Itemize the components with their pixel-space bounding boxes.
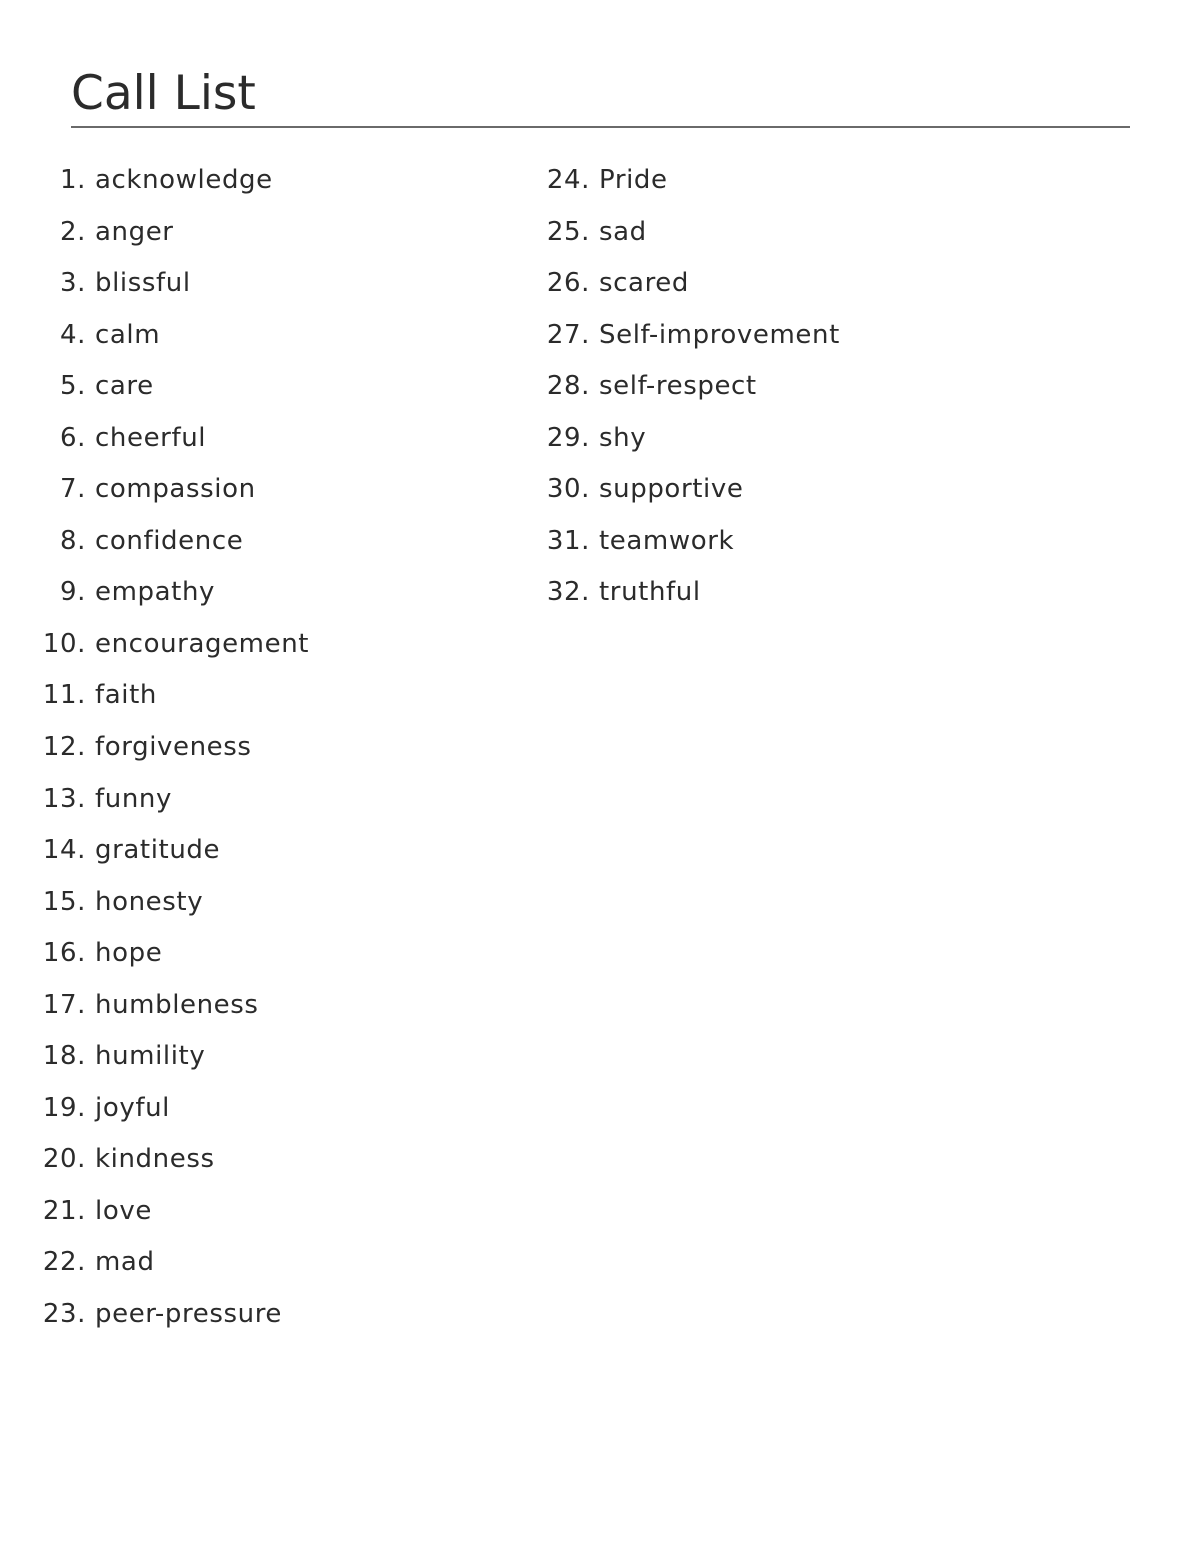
item-word: supportive [599, 474, 744, 505]
list-item [30, 629, 309, 681]
list-item [30, 1196, 309, 1248]
item-number: 10. [42, 628, 86, 659]
item-number: 30. [546, 474, 590, 505]
list-item [30, 577, 309, 629]
item-number: 3. [59, 268, 86, 299]
item-word: gratitude [95, 835, 221, 866]
item-word: Pride [599, 165, 668, 195]
item-number: 7. [59, 474, 86, 505]
item-word: self-respect [599, 371, 757, 402]
item-number: 31. [546, 525, 590, 556]
list-item [30, 526, 309, 578]
list-item [30, 423, 309, 475]
item-number: 12. [42, 732, 86, 763]
item-number: 21. [42, 1195, 86, 1226]
list-item [30, 680, 309, 732]
call-list-right-column [518, 165, 840, 629]
list-item [30, 165, 309, 217]
title-underline [71, 126, 1130, 128]
item-number: 13. [42, 783, 86, 814]
list-item [30, 1041, 309, 1093]
list-item [518, 268, 840, 320]
item-number: 6. [59, 422, 86, 453]
item-word: Self-improvement [599, 319, 840, 350]
item-number: 11. [42, 680, 86, 711]
item-number: 20. [42, 1144, 86, 1175]
item-number: 4. [59, 319, 86, 350]
item-word: sad [599, 216, 647, 247]
item-number: 15. [42, 886, 86, 917]
item-number: 24. [546, 165, 590, 195]
list-item [30, 1299, 309, 1351]
item-word: compassion [95, 474, 256, 505]
list-item [518, 526, 840, 578]
list-item [30, 217, 309, 269]
item-word: faith [95, 680, 157, 711]
list-item [30, 474, 309, 526]
item-number: 17. [42, 989, 86, 1020]
list-item [30, 1093, 309, 1145]
item-word: cheerful [95, 422, 207, 453]
list-item [30, 320, 309, 372]
item-word: kindness [95, 1144, 215, 1175]
item-word: scared [599, 268, 689, 299]
item-word: joyful [95, 1092, 170, 1123]
item-number: 19. [42, 1092, 86, 1123]
item-word: encouragement [95, 628, 310, 659]
call-list-left-column [30, 165, 309, 1351]
item-word: humility [95, 1041, 206, 1072]
item-number: 5. [59, 371, 86, 402]
list-item [518, 320, 840, 372]
list-item [30, 1144, 309, 1196]
item-number: 8. [59, 525, 86, 556]
item-word: humbleness [95, 989, 259, 1020]
list-item [518, 165, 840, 217]
item-word: shy [599, 422, 647, 453]
item-word: blissful [95, 268, 191, 299]
list-item [518, 577, 840, 629]
item-number: 14. [42, 835, 86, 866]
list-item [30, 990, 309, 1042]
item-number: 9. [59, 577, 86, 608]
item-number: 28. [546, 371, 590, 402]
item-word: funny [95, 783, 172, 814]
item-word: anger [95, 216, 174, 247]
item-number: 16. [42, 938, 86, 969]
list-item [30, 371, 309, 423]
item-word: confidence [95, 525, 244, 556]
item-number: 1. [59, 165, 86, 195]
list-item [30, 1247, 309, 1299]
item-word: honesty [95, 886, 204, 917]
item-word: care [95, 371, 154, 402]
item-number: 23. [42, 1299, 86, 1330]
list-item [518, 423, 840, 475]
item-number: 29. [546, 422, 590, 453]
list-item [30, 732, 309, 784]
item-word: love [95, 1195, 152, 1226]
item-number: 26. [546, 268, 590, 299]
item-number: 32. [546, 577, 590, 608]
page-title: Call List [71, 66, 256, 121]
list-item [30, 835, 309, 887]
list-item [30, 938, 309, 990]
list-item [30, 784, 309, 836]
item-word: forgiveness [95, 732, 252, 763]
item-number: 2. [59, 216, 86, 247]
item-word: acknowledge [95, 165, 273, 195]
item-word: peer-pressure [95, 1299, 283, 1330]
list-item [30, 887, 309, 939]
item-word: truthful [599, 577, 701, 608]
item-number: 18. [42, 1041, 86, 1072]
item-word: empathy [95, 577, 216, 608]
item-word: hope [95, 938, 163, 969]
list-item [30, 268, 309, 320]
item-number: 22. [42, 1247, 86, 1278]
item-number: 27. [546, 319, 590, 350]
item-word: teamwork [599, 525, 735, 556]
item-word: calm [95, 319, 161, 350]
list-item [518, 217, 840, 269]
item-number: 25. [546, 216, 590, 247]
list-item [518, 474, 840, 526]
list-item [518, 371, 840, 423]
item-word: mad [95, 1247, 155, 1278]
